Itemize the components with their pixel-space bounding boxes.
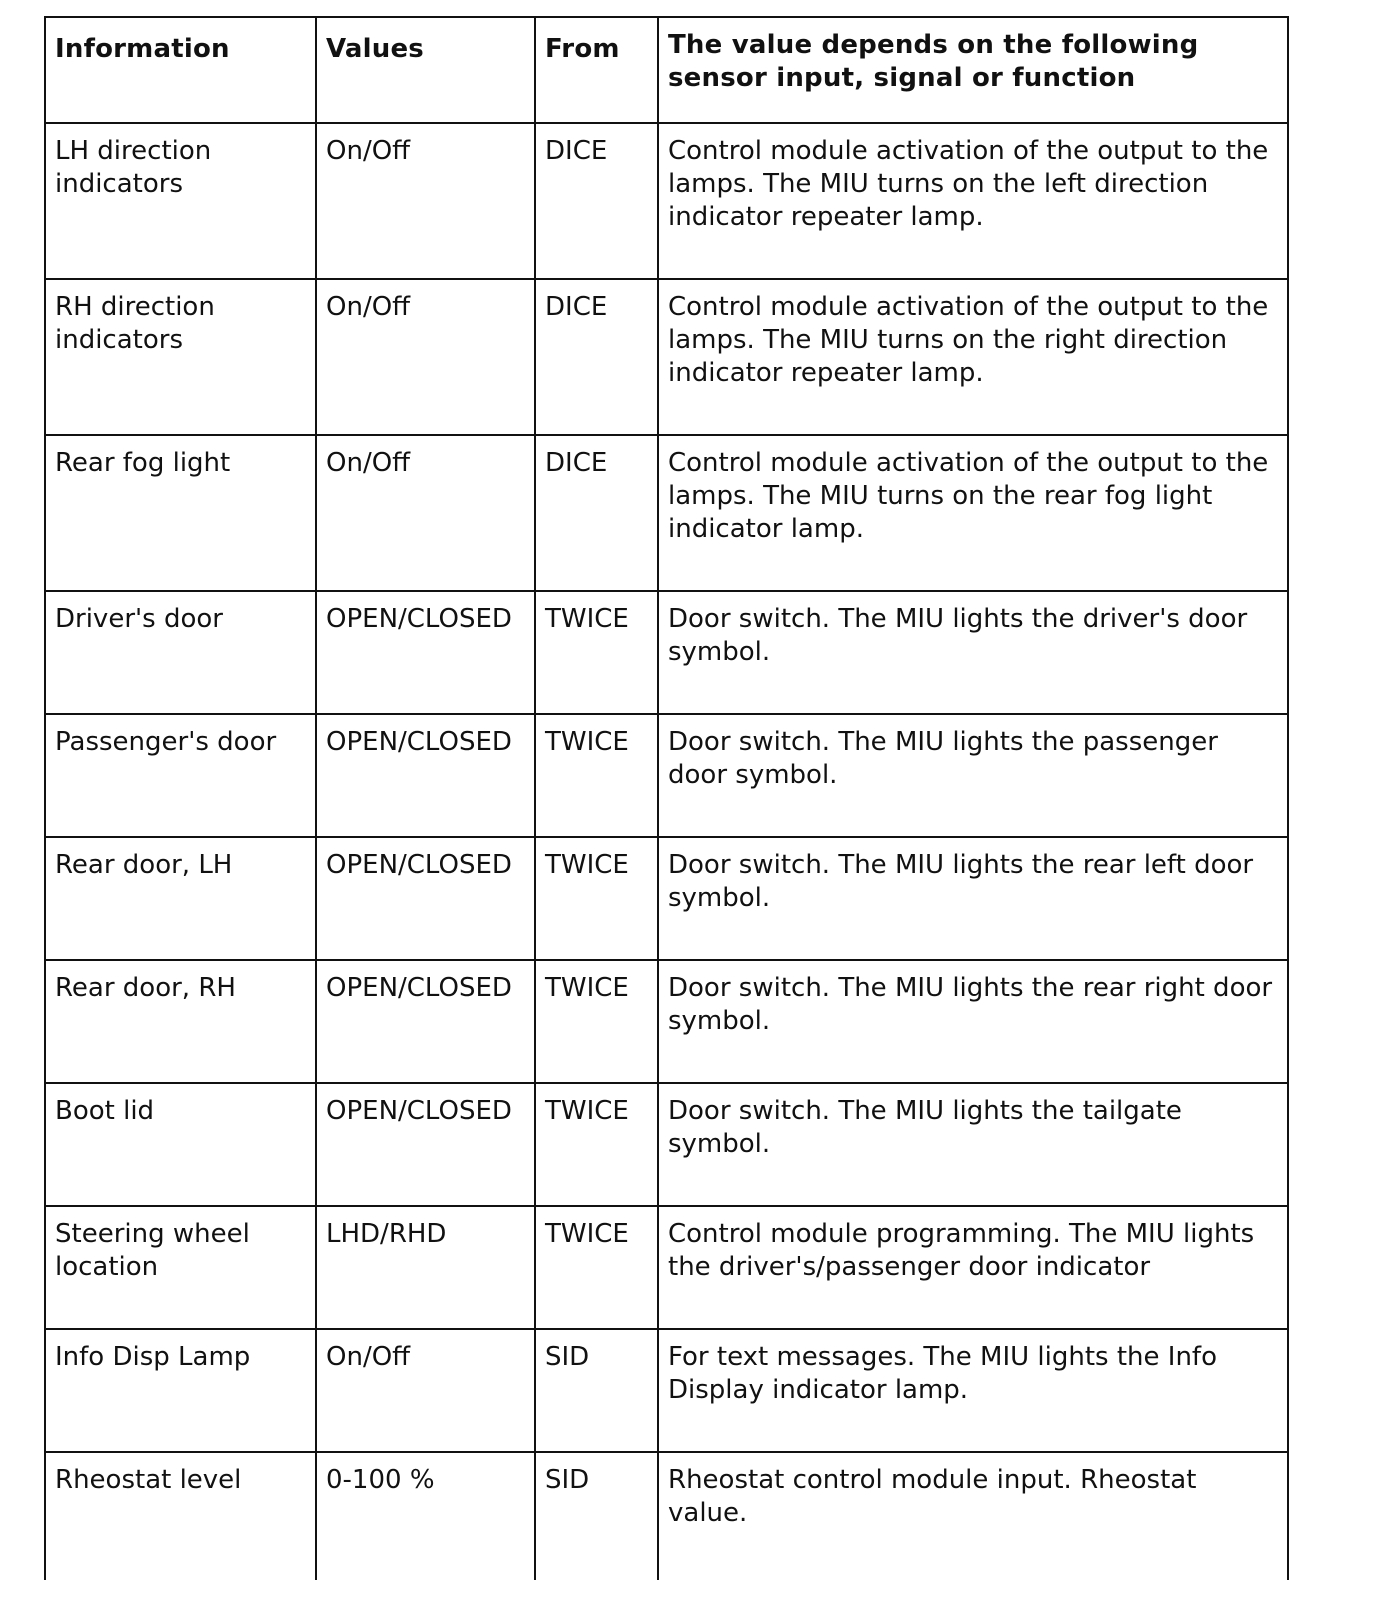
cell-information: Steering wheel location — [45, 1206, 316, 1329]
header-information: Information — [45, 17, 316, 123]
table-row — [45, 435, 1288, 591]
cell-dependency: Rheostat control module input. Rheostat value. — [658, 1452, 1288, 1580]
cell-information: Boot lid — [45, 1083, 316, 1206]
table-row — [45, 837, 1288, 960]
cell-information: Passenger's door — [45, 714, 316, 837]
cell-from: DICE — [535, 279, 658, 435]
cell-dependency: Control module programming. The MIU lights the driver's/passenger door indicator — [658, 1206, 1288, 1329]
cell-from: SID — [535, 1329, 658, 1452]
cell-dependency: Control module activation of the output to the lamps. The MIU turns on the rear fog light indicator lamp. — [658, 435, 1288, 591]
table-row — [45, 1452, 1288, 1580]
cell-values: 0-100 % — [316, 1452, 535, 1580]
cell-values: On/Off — [316, 123, 535, 279]
cell-information: RH direction indicators — [45, 279, 316, 435]
cell-information: Driver's door — [45, 591, 316, 714]
cell-values: OPEN/CLOSED — [316, 591, 535, 714]
cell-values: LHD/RHD — [316, 1206, 535, 1329]
cell-dependency: Door switch. The MIU lights the rear left door symbol. — [658, 837, 1288, 960]
cell-values: OPEN/CLOSED — [316, 837, 535, 960]
cell-from: TWICE — [535, 1206, 658, 1329]
table-row — [45, 1083, 1288, 1206]
table-row — [45, 1329, 1288, 1452]
cell-from: TWICE — [535, 1083, 658, 1206]
cell-from: TWICE — [535, 960, 658, 1083]
table-row — [45, 279, 1288, 435]
cell-dependency: For text messages. The MIU lights the Info Display indicator lamp. — [658, 1329, 1288, 1452]
signal-table — [44, 16, 1289, 1580]
cell-information: Info Disp Lamp — [45, 1329, 316, 1452]
cell-from: SID — [535, 1452, 658, 1580]
table-row — [45, 591, 1288, 714]
cell-values: On/Off — [316, 1329, 535, 1452]
cell-values: OPEN/CLOSED — [316, 960, 535, 1083]
cell-from: DICE — [535, 435, 658, 591]
table-row — [45, 960, 1288, 1083]
header-dependency: The value depends on the following sensor input, signal or function — [658, 17, 1288, 123]
table-row — [45, 714, 1288, 837]
cell-dependency: Door switch. The MIU lights the passenger door symbol. — [658, 714, 1288, 837]
cell-dependency: Door switch. The MIU lights the rear right door symbol. — [658, 960, 1288, 1083]
cell-values: OPEN/CLOSED — [316, 714, 535, 837]
cell-values: On/Off — [316, 435, 535, 591]
cell-values: On/Off — [316, 279, 535, 435]
cell-information: Rheostat level — [45, 1452, 316, 1580]
table-row — [45, 123, 1288, 279]
cell-dependency: Door switch. The MIU lights the driver's door symbol. — [658, 591, 1288, 714]
cell-from: TWICE — [535, 837, 658, 960]
cell-from: TWICE — [535, 714, 658, 837]
cell-values: OPEN/CLOSED — [316, 1083, 535, 1206]
cell-dependency: Door switch. The MIU lights the tailgate symbol. — [658, 1083, 1288, 1206]
cell-dependency: Control module activation of the output to the lamps. The MIU turns on the right direction indicator repeater lamp. — [658, 279, 1288, 435]
table-header — [45, 17, 1288, 123]
table-row — [45, 1206, 1288, 1329]
cell-dependency: Control module activation of the output to the lamps. The MIU turns on the left direction indicator repeater lamp. — [658, 123, 1288, 279]
header-from: From — [535, 17, 658, 123]
cell-from: TWICE — [535, 591, 658, 714]
cell-information: Rear door, RH — [45, 960, 316, 1083]
cell-from: DICE — [535, 123, 658, 279]
cell-information: Rear fog light — [45, 435, 316, 591]
cell-information: Rear door, LH — [45, 837, 316, 960]
header-values: Values — [316, 17, 535, 123]
header-row — [45, 17, 1288, 123]
cell-information: LH direction indicators — [45, 123, 316, 279]
table-body — [45, 123, 1288, 1580]
